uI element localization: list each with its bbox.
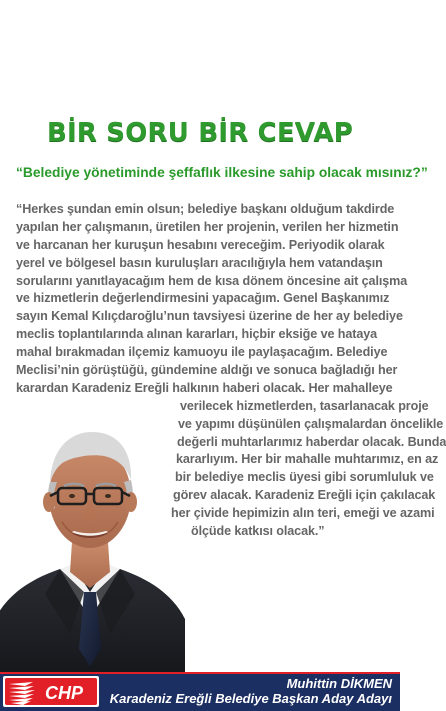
answer-line: kararlıyım. Her bir mahalle muhtarımız, en az bbox=[176, 452, 439, 467]
answer-line: yapılan her çalışmanın, üretilen her projenin, verilen her hizmetin bbox=[16, 219, 399, 234]
answer-line: verilecek hizmetlerden, tasarlanacak proje bbox=[180, 398, 429, 413]
chp-logo-icon bbox=[3, 676, 99, 707]
answer-line: mahal bırakmadan ilçemiz kamuoyu ile paylaşacağım. Belediye bbox=[16, 345, 388, 360]
portrait-illustration bbox=[0, 404, 180, 674]
candidate-portrait bbox=[0, 404, 180, 674]
answer-line: Meclisi’nin görüştüğü, gündemine aldığı ve sonuca bağladığı her bbox=[16, 363, 398, 378]
answer-line: değerli muhtarlarımız haberdar olacak. Bunda bbox=[177, 434, 446, 449]
answer-line: yerel ve bölgesel basın kuruluşları aracılığıyla hem vatandaşın bbox=[16, 255, 383, 270]
candidate-name: Muhittin DİKMEN bbox=[286, 676, 392, 691]
answer-line: meclis toplantılarında alınan kararları, hiçbir eksiğe ve hataya bbox=[16, 327, 378, 342]
candidate-title: Karadeniz Ereğli Belediye Başkan Aday Adayı bbox=[109, 691, 392, 706]
candidate-footer bbox=[0, 672, 400, 711]
answer-line: sorularını yanıtlayacağım hem de kısa dönem öncesine ait çalışma bbox=[16, 273, 408, 288]
answer-line: karardan Karadeniz Ereğli halkının haberi olacak. Her mahalleye bbox=[16, 380, 393, 395]
footer-top-rule bbox=[0, 672, 400, 674]
answer-line: ve hizmetlerin değerlendirmesini yapacağım. Genel Başkanımız bbox=[16, 291, 390, 306]
question-text: “Belediye yönetiminde şeffaflık ilkesine sahip olacak mısınız?” bbox=[16, 165, 428, 180]
answer-line: ve yapımı düşünülen çalışmalardan öncelikle bbox=[178, 416, 444, 431]
answer-line: ve harcanan her kuruşun hesabını vereceğim. Periyodik olarak bbox=[16, 237, 385, 252]
answer-line: görev alacak. Karadeniz Ereğli için çakılacak bbox=[173, 488, 436, 503]
page-title: BİR SORU BİR CEVAP bbox=[46, 118, 354, 148]
party-logo-text: CHP bbox=[44, 683, 84, 703]
answer-line: her çivide hepimizin alın teri, emeği ve azami bbox=[171, 506, 435, 521]
answer-line: bir belediye meclis üyesi gibi sorumluluk ve bbox=[175, 470, 434, 485]
party-logo bbox=[3, 676, 99, 707]
answer-line: ölçüde katkısı olacak.” bbox=[191, 524, 325, 539]
answer-line: “Herkes şundan emin olsun; belediye başkanı olduğum takdirde bbox=[16, 202, 395, 216]
answer-line: sayın Kemal Kılıçdaroğlu’nun tavsiyesi üzerine de her ay belediye bbox=[16, 309, 403, 324]
